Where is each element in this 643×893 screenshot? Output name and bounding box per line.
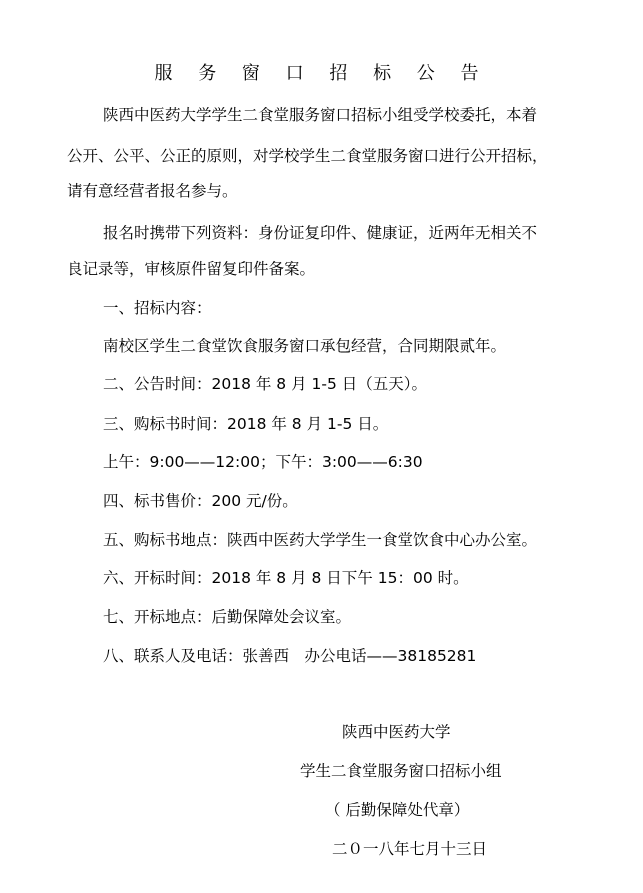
intro-line-3: 请有意经营者报名参与。 [67,182,238,200]
signature-group: 学生二食堂服务窗口招标小组 [300,762,502,780]
intro-line-2: 公开、公平、公正的原则，对学校学生二食堂服务窗口进行公开招标， [67,147,548,165]
section-4-price: 四、标书售价：200 元/份。 [103,492,298,510]
signature-org: 陕西中医药大学 [342,723,451,741]
section-1-content: 南校区学生二食堂饮食服务窗口承包经营，合同期限贰年。 [103,337,507,355]
materials-line-2: 良记录等，审核原件留复印件备案。 [67,260,316,278]
signature-seal: （ 后勤保障处代章） [325,801,470,819]
page-title: 服 务 窗 口 招 标 公 告 [154,63,489,84]
intro-line-1: 陕西中医药大学学生二食堂服务窗口招标小组受学校委托，本着 [103,106,538,124]
signature-date: 二０一八年七月十三日 [332,840,488,858]
section-2-announce-time: 二、公告时间：2018 年 8 月 1-5 日（五天）。 [103,375,428,393]
section-3-purchase-time: 三、购标书时间：2018 年 8 月 1-5 日。 [103,415,389,433]
section-5-location: 五、购标书地点：陕西中医药大学学生一食堂饮食中心办公室。 [103,531,538,549]
section-6-opening-time: 六、开标时间：2018 年 8 月 8 日下午 15：00 时。 [103,569,469,587]
section-1-heading: 一、招标内容： [103,299,212,317]
materials-line-1: 报名时携带下列资料：身份证复印件、健康证，近两年无相关不 [103,224,538,242]
section-8-contact: 八、联系人及电话：张善西 办公电话——38185281 [103,647,477,665]
section-3-hours: 上午：9:00——12:00；下午：3:00——6:30 [103,453,423,471]
section-7-opening-place: 七、开标地点：后勤保障处会议室。 [103,608,352,626]
